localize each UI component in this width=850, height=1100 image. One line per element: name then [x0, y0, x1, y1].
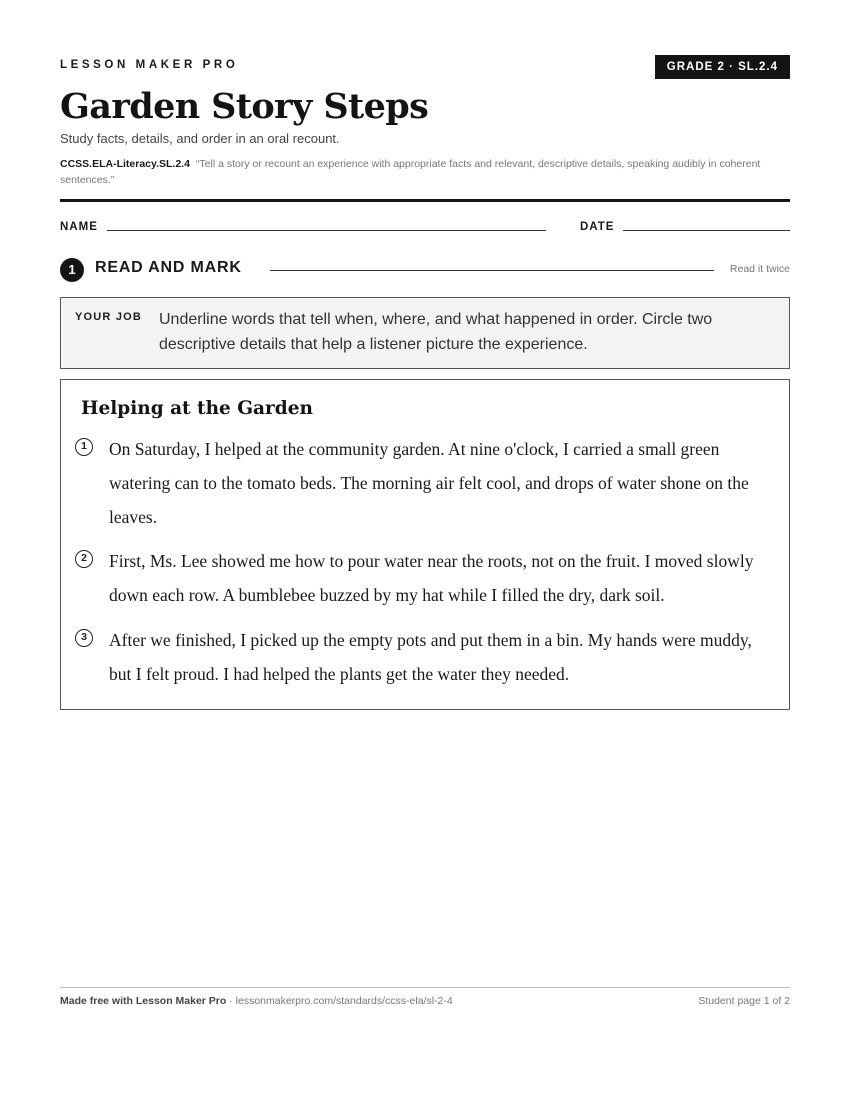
your-job-label: YOUR JOB	[75, 311, 143, 323]
name-date-row	[60, 218, 790, 238]
worksheet-title: Garden Story Steps	[60, 86, 429, 127]
footer-divider	[60, 987, 790, 988]
paragraph-number: 1	[75, 438, 93, 456]
footer-made-with: Made free with Lesson Maker Pro	[60, 995, 227, 1007]
name-label: NAME	[60, 221, 98, 233]
date-line[interactable]	[623, 230, 790, 231]
section-header	[60, 256, 790, 284]
grade-badge: GRADE 2 · SL.2.4	[655, 55, 790, 79]
section-note: Read it twice	[729, 263, 790, 275]
standard-text: “Tell a story or recount an experience with appropriate facts and relevant, descriptive details, speaking audibly in coherent sentences.”	[60, 158, 761, 186]
standard-code: CCSS.ELA-Literacy.SL.2.4	[60, 158, 190, 170]
footer-page-number: Student page 1 of 2	[698, 995, 790, 1007]
worksheet-page	[60, 0, 790, 1100]
paragraph-text: First, Ms. Lee showed me how to pour water near the roots, not on the fruit. I moved slowly down each row. A bumblebee buzzed by my hat while I filled the dry, dark soil.	[109, 551, 754, 605]
worksheet-subtitle: Study facts, details, and order in an oral recount.	[60, 131, 340, 146]
standard-statement	[60, 156, 790, 188]
header-divider	[60, 199, 790, 202]
paragraph-number: 3	[75, 629, 93, 647]
footer-credit	[60, 995, 453, 1007]
paragraph-text: On Saturday, I helped at the community garden. At nine o'clock, I carried a small green watering can to the tomato beds. The morning air felt cool, and drops of water shone on the leaves.	[109, 439, 749, 527]
name-line[interactable]	[107, 230, 546, 231]
story-box	[60, 379, 790, 710]
section-number: 1	[60, 258, 84, 282]
footer-url[interactable]: · lessonmakerpro.com/standards/ccss-ela/sl-2-4	[226, 995, 453, 1007]
date-label: DATE	[580, 221, 615, 233]
your-job-text: Underline words that tell when, where, and what happened in order. Circle two descriptive details that help a listener picture the experience.	[159, 311, 713, 353]
paragraph-text: After we finished, I picked up the empty pots and put them in a bin. My hands were muddy, but I felt proud. I had helped the plants get the water they needed.	[109, 630, 752, 684]
your-job-box	[60, 297, 790, 369]
paragraph-number: 2	[75, 550, 93, 568]
story-title: Helping at the Garden	[81, 398, 313, 419]
section-title: READ AND MARK	[95, 259, 242, 276]
brand-name: LESSON MAKER PRO	[60, 59, 239, 71]
section-rule	[270, 270, 714, 271]
brand-row	[60, 55, 790, 79]
